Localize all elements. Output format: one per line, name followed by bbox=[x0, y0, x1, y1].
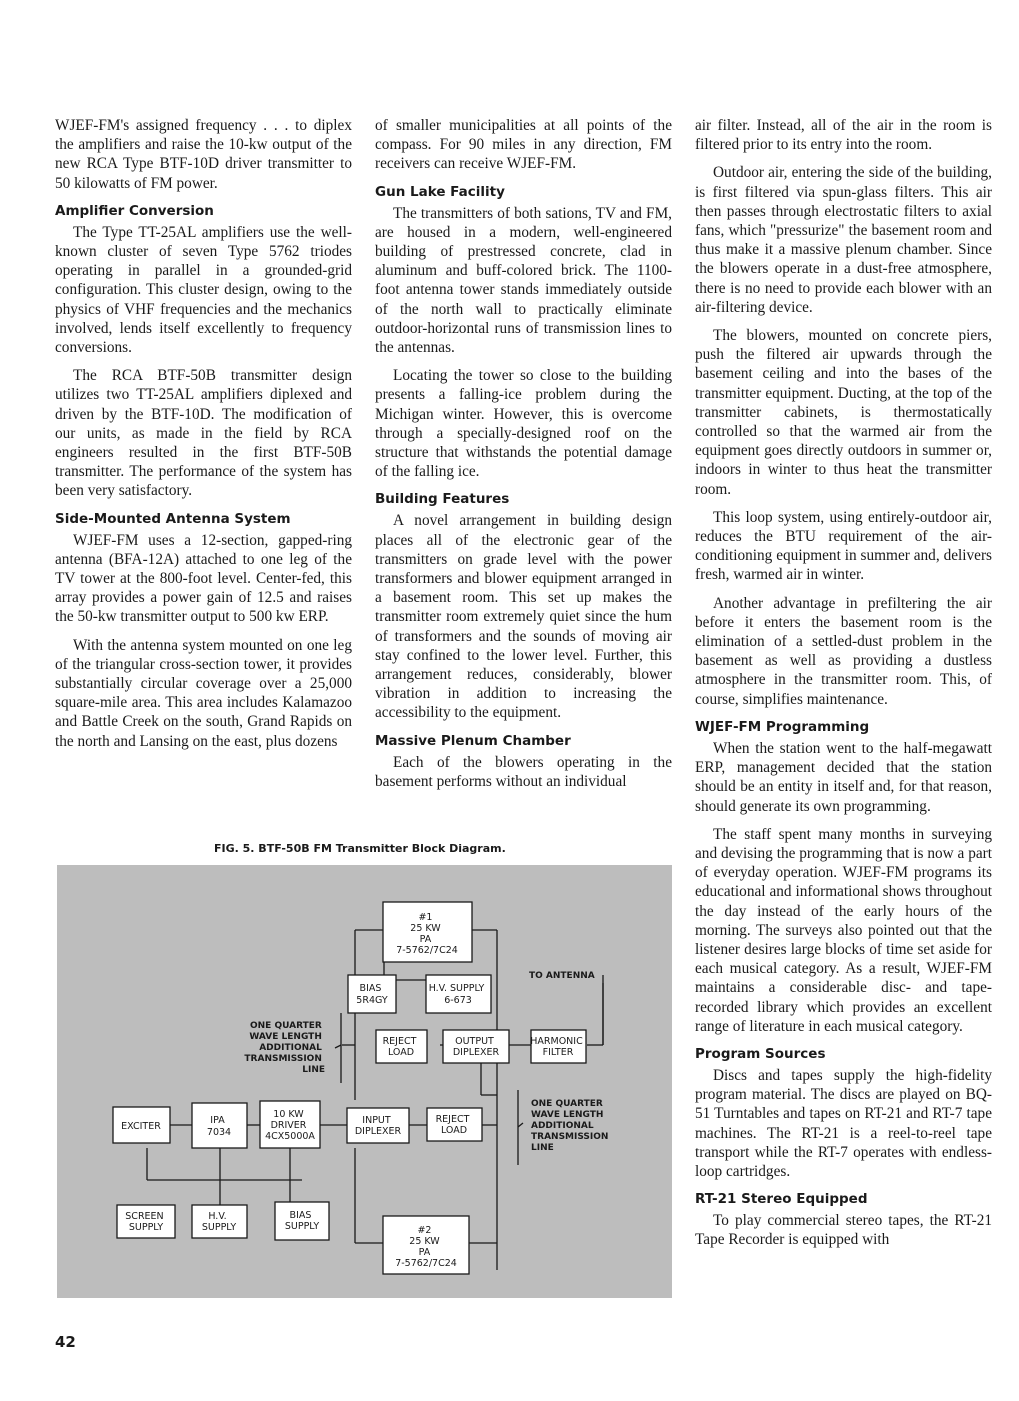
driver-block bbox=[260, 1101, 320, 1148]
paragraph: A novel arrangement in building design places all of the electronic gear of the transmitters on grade level with the power transformers and blower equipment arranged in a basement room. This set up makes the transmitter room extremely quiet since the hum of transformers and the sounds of moving air stay confined to the lower level. Further, this arrangement reduces, considerably, blower vibration in addition to increasing the accessibility to the equipment. bbox=[375, 512, 672, 722]
driver-label: 10 KW DRIVER 4CX5000A bbox=[265, 1109, 315, 1142]
block-diagram-figure bbox=[57, 865, 672, 1298]
pa1-label: #1 25 KW PA 7-5762/7C24 bbox=[396, 912, 458, 956]
paragraph: WJEF-FM's assigned frequency . . . to diplex the amplifiers and raise the 10-kw output of the new RCA Type BTF-10D driver transmitter to 50 kilowatts of FM power. bbox=[55, 117, 352, 192]
text-column-3 bbox=[695, 116, 992, 1250]
section-heading-wjef-fm-programming: WJEF-FM Programming bbox=[695, 718, 870, 735]
reject-load-top-label: REJECT LOAD bbox=[382, 1036, 417, 1058]
pa2-block bbox=[383, 1216, 469, 1274]
quarter-wave-right-label bbox=[518, 1090, 612, 1165]
section-heading-massive-plenum-chamber: Massive Plenum Chamber bbox=[375, 732, 571, 749]
paragraph: With the antenna system mounted on one leg of the triangular cross-section tower, it provides substantially circular coverage over a 25,000 square-mile area. This area includes Kalamazoo and Battle Creek on the south, Grand Rapids on the north and Lansing on the east, plus dozens bbox=[55, 636, 352, 750]
paragraph: This loop system, using entirely-outdoor air, reduces the BTU requirement of the air-conditioning equipment in summer and, delivers fresh, warmed air in winter. bbox=[695, 508, 992, 584]
reject-load-bottom-label: REJECT LOAD bbox=[435, 1114, 470, 1136]
paragraph: The staff spent many months in surveying and devising the programming that is now a part of everyday operation. WJEF-FM programs its educational and informational shows throughout the day instead of the early hours of the morning. The surveys also pointed out that the listener desires large blocks of time set aside for each musical category. As a result, WJEF-FM maintains a considerable disc- and tape-recorded library which provides an excellent range of literature in each musical category. bbox=[695, 825, 992, 1035]
reject-load-top-block bbox=[376, 1030, 427, 1063]
harmonic-filter-block bbox=[530, 1030, 586, 1063]
input-diplexer-label: INPUT DIPLEXER bbox=[354, 1115, 402, 1137]
paragraph: of smaller municipalities at all points of the compass. For 90 miles in any direction, FM receivers can receive WJEF-FM. bbox=[375, 117, 672, 173]
section-heading-program-sources: Program Sources bbox=[695, 1045, 826, 1062]
hv-supply-6673-label: H.V. SUPPLY 6-673 bbox=[428, 983, 485, 1006]
reject-load-bottom-block bbox=[427, 1108, 482, 1141]
ipa-label: IPA 7034 bbox=[206, 1115, 232, 1138]
paragraph: Outdoor air, entering the side of the building, is first filtered via spun-glass filters. This air then passes through electrostatic filters to axial fans, which "pressurize" the basement room and thus make it a massive plenum chamber. Since the blowers operate in a dust-free atmosphere, there is no need to provide each blower with an air-filtering device. bbox=[695, 164, 992, 316]
svg-text:ONE QUARTER WAVE LENGT: ONE QUARTER WAVE LENGTH ADDITIONAL TRANSMISSION LINE bbox=[531, 1099, 609, 1153]
page-number: 42 bbox=[55, 1333, 76, 1351]
quarter-wave-left-label bbox=[244, 1013, 341, 1083]
pa1-block bbox=[383, 902, 472, 962]
pa2-label: #2 25 KW PA 7-5762/7C24 bbox=[395, 1225, 457, 1269]
text-column-1 bbox=[55, 116, 352, 751]
input-diplexer-block bbox=[347, 1108, 409, 1143]
harmonic-filter-label: HARMONIC FILTER bbox=[530, 1036, 583, 1058]
text-column-2 bbox=[375, 116, 672, 791]
to-antenna-label: TO ANTENNA bbox=[529, 971, 595, 981]
ipa-block bbox=[192, 1103, 247, 1148]
bias-5r4gy-label: BIAS 5R4GY bbox=[356, 983, 388, 1006]
section-heading-gun-lake-facility: Gun Lake Facility bbox=[375, 183, 505, 200]
output-diplexer-block bbox=[443, 1030, 509, 1063]
block-diagram-svg bbox=[57, 865, 672, 1298]
paragraph: Each of the blowers operating in the basement performs without an individual bbox=[375, 753, 672, 790]
bias-5r4gy-block bbox=[348, 975, 396, 1013]
section-heading-side-mounted-antenna: Side-Mounted Antenna System bbox=[55, 510, 291, 527]
paragraph: The blowers, mounted on concrete piers, push the filtered air upwards through the basement ceiling and into the bases of the transmitter equipment. Ducting, at the top of the transmitter cabinets, is thermostatically controlled so that the warmed air from the equipment goes directly outdoors in summer or, indoors in winter to thus heat the transmitter room. bbox=[695, 327, 992, 498]
paragraph: The Type TT-25AL amplifiers use the well-known cluster of seven Type 5762 triodes operating in parallel in a grounded-grid configuration. This cluster design, owing to the physics of VHF frequencies and the mechanics involved, lends itself excellently to frequency conversions. bbox=[55, 223, 352, 357]
exciter-block bbox=[113, 1107, 170, 1143]
paragraph: The transmitters of both sations, TV and FM, are housed in a modern, well-engineered building of prestressed concrete, clad in aluminum and buff-colored brick. The 1100-foot antenna tower stands immediately outside of the north wall to practically eliminate outdoor-horizontal runs of transmission lines to the antennas. bbox=[375, 204, 672, 357]
output-diplexer-label: OUTPUT DIPLEXER bbox=[452, 1036, 500, 1058]
paragraph: Locating the tower so close to the building presents a falling-ice problem during the Michigan winter. However, this is overcome through a specially-designed roof on the structure that withstands the potential damage of the falling ice. bbox=[375, 367, 672, 481]
paragraph: air filter. Instead, all of the air in the room is filtered prior to its entry into the room. bbox=[695, 117, 992, 154]
paragraph: The RCA BTF-50B transmitter design utilizes two TT-25AL amplifiers diplexed and driven by the BTF-10D. The modification of our units, as made in the field by RCA engineers resulted in the first BTF-50B transmitter. The performance of the system has been very satisfactory. bbox=[55, 367, 352, 500]
exciter-label: EXCITER bbox=[121, 1121, 161, 1132]
svg-text:ONE QUARTER WAVE LENGT: ONE QUARTER WAVE LENGTH ADDITIONAL TRANSMISSION LINE bbox=[244, 1021, 325, 1075]
hv-supply-label: H.V. SUPPLY bbox=[201, 1211, 237, 1233]
paragraph: To play commercial stereo tapes, the RT-21 Tape Recorder is equipped with bbox=[695, 1212, 992, 1249]
figure-caption: FIG. 5. BTF-50B FM Transmitter Block Diagram. bbox=[214, 842, 506, 855]
bias-supply-label: BIAS SUPPLY bbox=[284, 1210, 320, 1232]
paragraph: Another advantage in prefiltering the air before it enters the basement room is the elimination of a settled-dust problem in the basement as well as providing a dustless atmosphere in the transmitter room. This, of course, simplifies maintenance. bbox=[695, 594, 992, 708]
section-heading-rt21-stereo: RT-21 Stereo Equipped bbox=[695, 1191, 868, 1208]
section-heading-amplifier-conversion: Amplifier Conversion bbox=[55, 202, 214, 219]
paragraph: When the station went to the half-megawatt ERP, management decided that the station should be an entity in itself and, for that reason, should generate its own programming. bbox=[695, 739, 992, 815]
section-heading-building-features: Building Features bbox=[375, 491, 510, 508]
screen-supply-block bbox=[117, 1205, 175, 1238]
bias-supply-block bbox=[275, 1202, 329, 1240]
hv-supply-6673-block bbox=[426, 975, 491, 1013]
screen-supply-label: SCREEN SUPPLY bbox=[125, 1211, 164, 1233]
hv-supply-block bbox=[192, 1205, 247, 1238]
paragraph: WJEF-FM uses a 12-section, gapped-ring antenna (BFA-12A) attached to one leg of the TV tower at the 800-foot level. Center-fed, this array provides a power gain of 12.5 and raises the 50-kw transmitter output to 500 kw ERP. bbox=[55, 531, 352, 626]
paragraph: Discs and tapes supply the high-fidelity program material. The discs are played on BQ-51 Turntables and tapes on RT-21 and RT-7 tape machines. The RT-21 is a reel-to-reel tape transport while the RT-7 operates with endless-loop cartridges. bbox=[695, 1066, 992, 1180]
